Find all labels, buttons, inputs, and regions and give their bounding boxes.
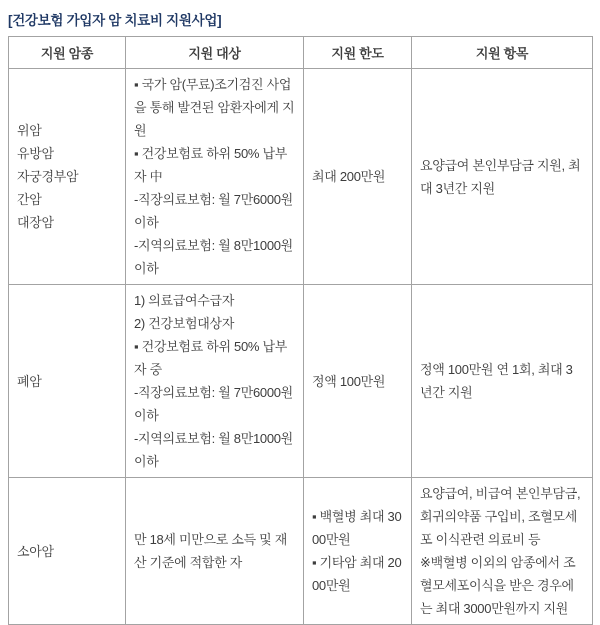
- cell-line: ※백혈병 이외의 암종에서 조혈모세포이식을 받은 경우에는 최대 3000만원까지 지원: [420, 555, 576, 616]
- column-header-items: 지원 항목: [412, 37, 593, 69]
- cell-line: -직장의료보험: 월 7만6000원 이하: [134, 385, 293, 423]
- cell-line: -직장의료보험: 월 7만6000원 이하: [134, 192, 293, 230]
- cell-line: 요양급여, 비급여 본인부담금, 회귀의약품 구입비, 조혈모세포 이식관련 의료비 등: [420, 486, 581, 547]
- cell-cancer-types: [9, 69, 126, 285]
- cell-line: 2) 건강보험대상자: [134, 316, 235, 331]
- cell-line: -지역의료보험: 월 8만1000원 이하: [134, 431, 293, 469]
- cell-line: 정액 100만원: [312, 373, 386, 389]
- cell-line: ▪ 국가 암(무료)조기검진 사업을 통해 발견된 암환자에게 지원: [134, 77, 295, 138]
- cell-line: 대장암: [17, 215, 54, 230]
- cancer-support-table: [8, 36, 593, 625]
- cell-line: ▪ 건강보험료 하위 50% 납부자 중: [134, 339, 287, 377]
- cell-line: 만 18세 미만으로 소득 및 재산 기준에 적합한 자: [134, 532, 287, 570]
- cell-line: 폐암: [17, 373, 42, 389]
- cell-line: 간암: [17, 192, 42, 207]
- cell-line: -지역의료보험: 월 8만1000원 이하: [134, 238, 293, 276]
- cell-cancer-types: [9, 285, 126, 478]
- cell-eligibility: [126, 478, 304, 625]
- column-header-cancer-type: 지원 암종: [9, 37, 126, 69]
- cell-cancer-types: [9, 478, 126, 625]
- table-row: [9, 285, 593, 478]
- cell-line: ▪ 백혈병 최대 3000만원: [312, 509, 402, 547]
- cell-limit: [304, 478, 412, 625]
- cell-line: 1) 의료급여수급자: [134, 293, 235, 308]
- cell-limit: [304, 69, 412, 285]
- column-header-limit: 지원 한도: [304, 37, 412, 69]
- cell-line: 요양급여 본인부담금 지원, 최대 3년간 지원: [420, 157, 581, 196]
- cell-eligibility: [126, 69, 304, 285]
- table-row: [9, 69, 593, 285]
- cell-limit: [304, 285, 412, 478]
- cell-line: 유방암: [17, 146, 54, 161]
- column-header-eligibility: 지원 대상: [126, 37, 304, 69]
- table-header-row: [9, 37, 593, 69]
- cell-items: [412, 69, 593, 285]
- cell-items: [412, 285, 593, 478]
- cell-eligibility: [126, 285, 304, 478]
- table-row: [9, 478, 593, 625]
- cell-line: ▪ 건강보험료 하위 50% 납부자 中: [134, 146, 287, 184]
- cell-line: 위암: [17, 123, 42, 138]
- page-title: [건강보험 가입자 암 치료비 지원사업]: [8, 13, 222, 28]
- cell-line: 자궁경부암: [17, 169, 79, 184]
- cell-items: [412, 478, 593, 625]
- cell-line: 최대 200만원: [312, 169, 386, 184]
- cell-line: 소아암: [17, 543, 54, 559]
- cell-line: ▪ 기타암 최대 2000만원: [312, 555, 402, 593]
- table-body: [9, 69, 593, 625]
- cell-line: 정액 100만원 연 1회, 최대 3년간 지원: [420, 362, 573, 400]
